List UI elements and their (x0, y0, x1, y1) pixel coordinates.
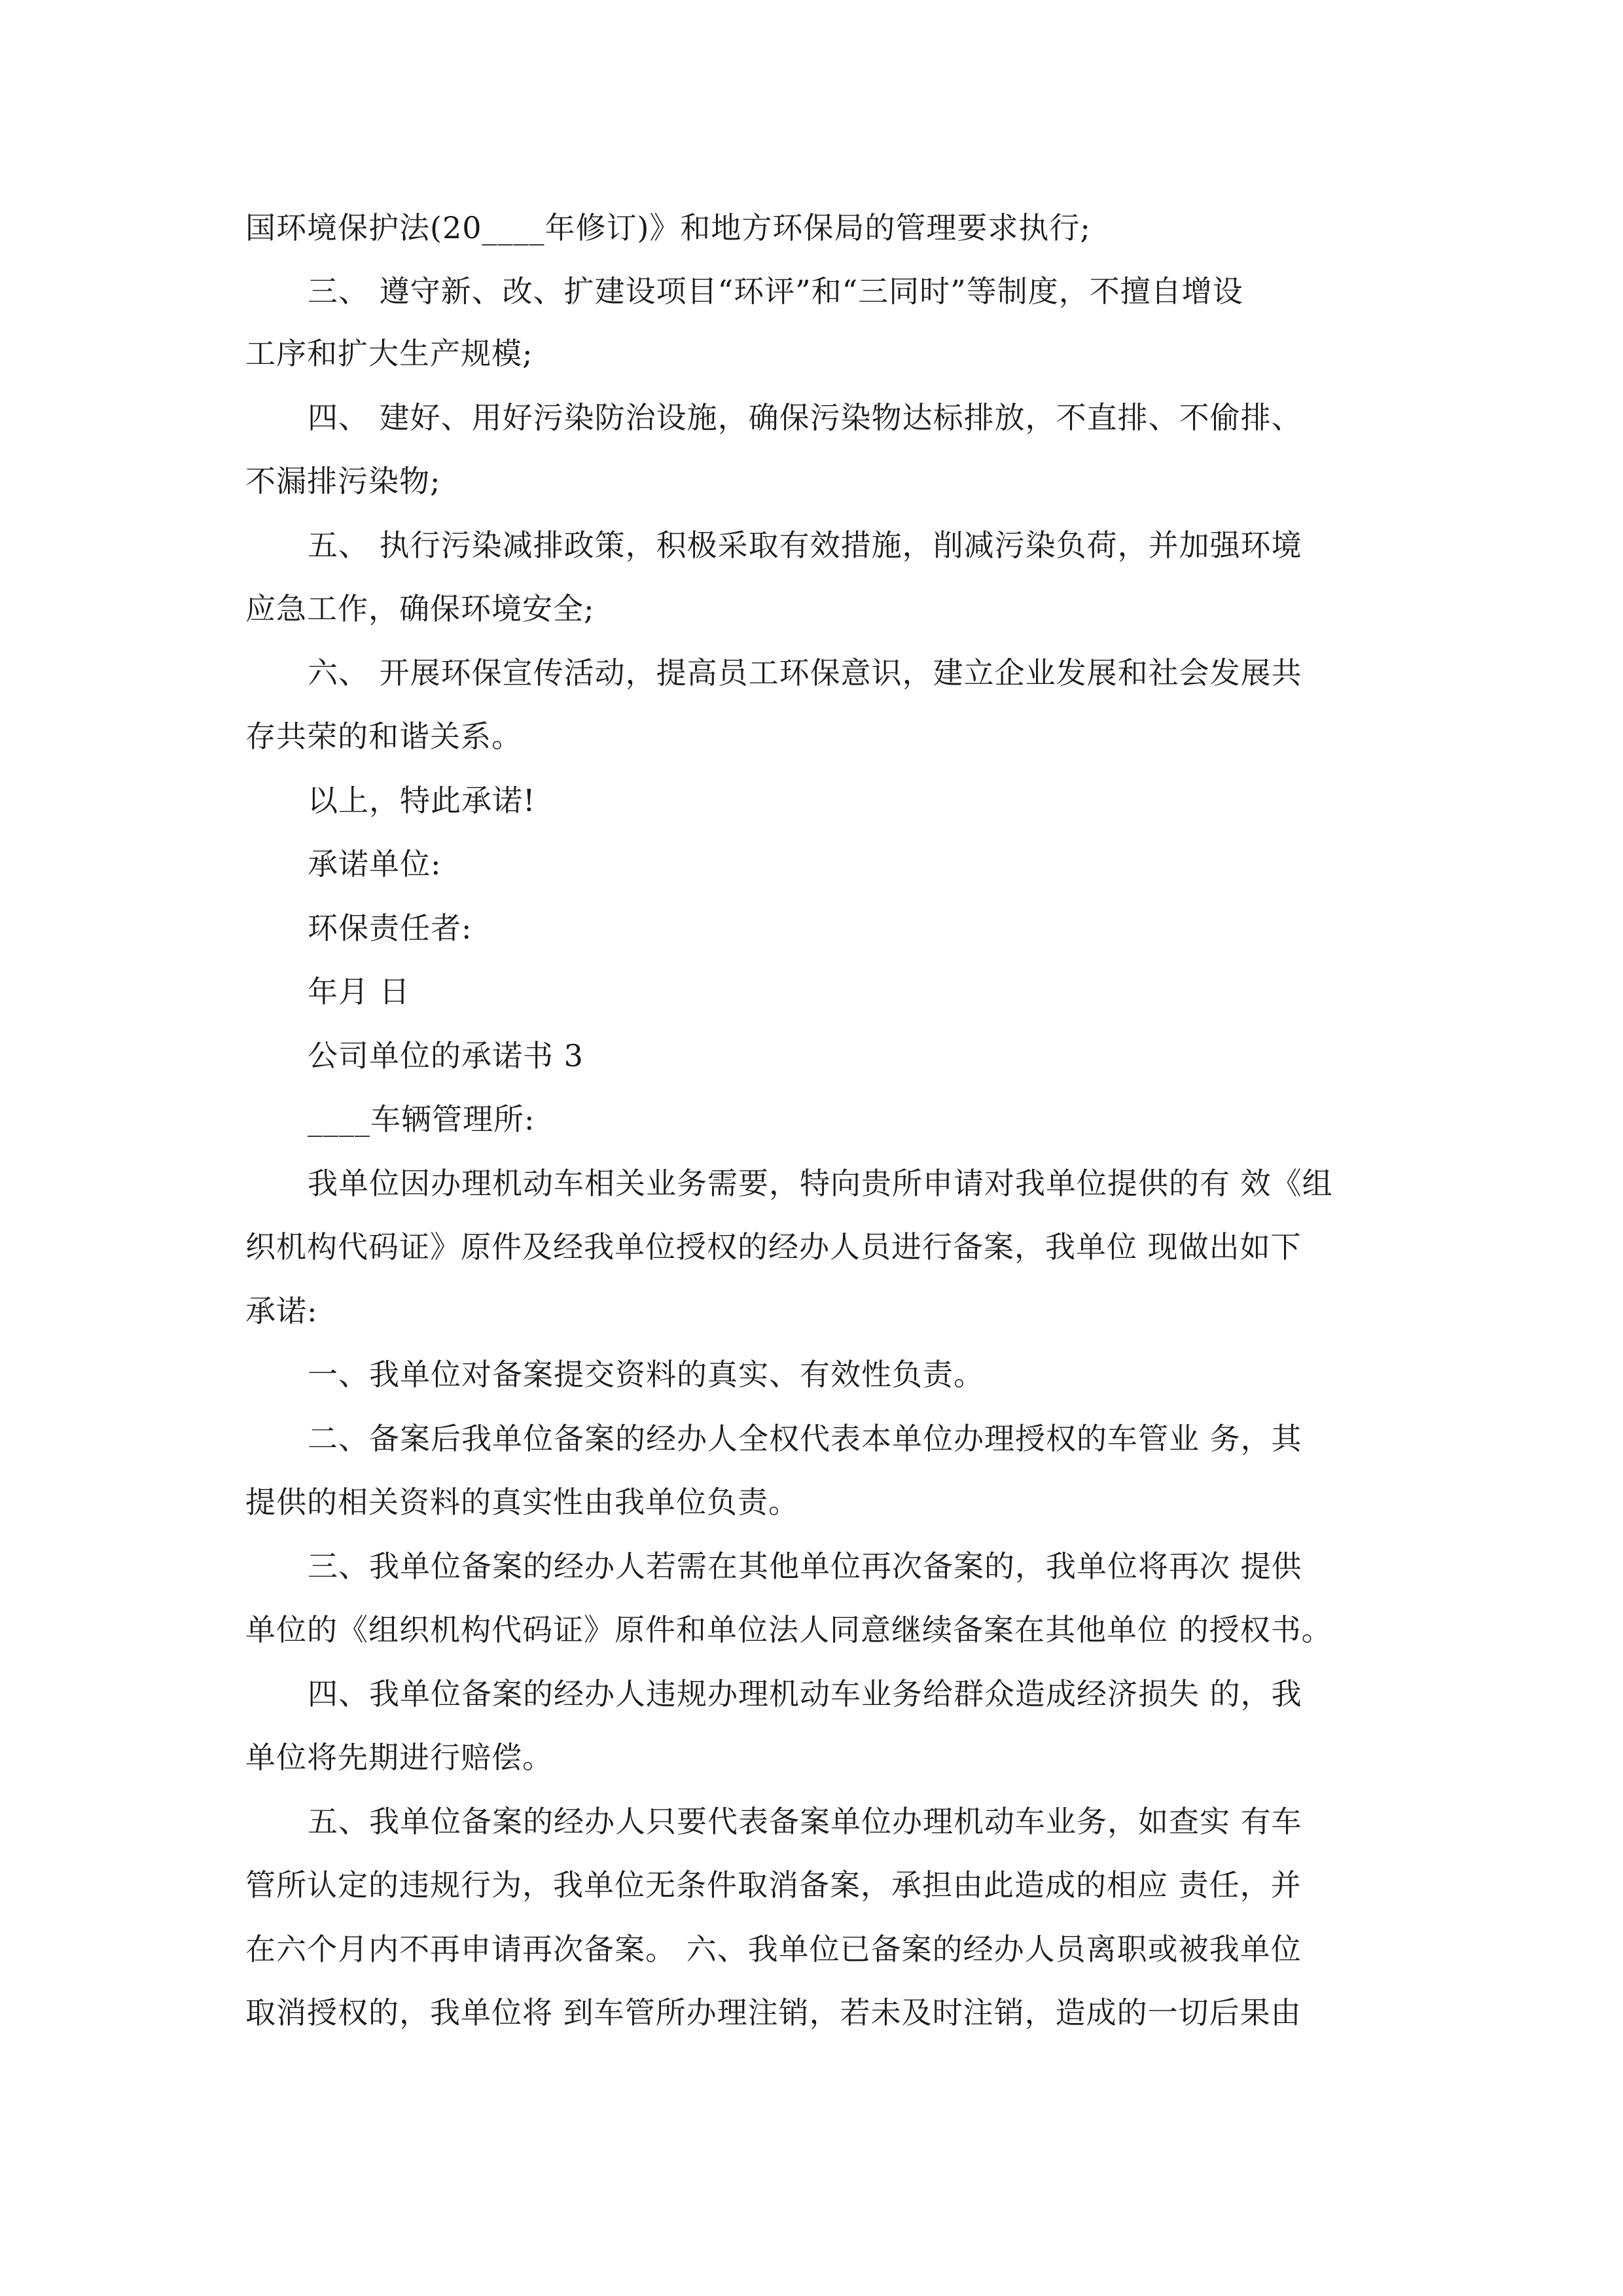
paragraph-line: 提供的相关资料的真实性由我单位负责。 (245, 1484, 799, 1520)
paragraph-line: 六、 开展环保宣传活动，提高员工环保意识，建立企业发展和社会发展共 (308, 655, 1302, 691)
paragraph-line: 工序和扩大生产规模; (245, 336, 533, 371)
paragraph-line: 我单位因办理机动车相关业务需要，特向贵所申请对我单位提供的有 效《组 (308, 1166, 1333, 1201)
paragraph-line: 存共荣的和谐关系。 (245, 719, 522, 754)
paragraph-line: 不漏排污染物; (245, 463, 441, 499)
paragraph-line: 单位将先期进行赔偿。 (245, 1740, 553, 1775)
paragraph-line: 三、 遵守新、改、扩建设项目“环评”和“三同时”等制度，不擅自增设 (308, 274, 1243, 309)
paragraph-line: 织机构代码证》原件及经我单位授权的经办人员进行备案，我单位 现做出如下 (245, 1229, 1302, 1265)
paragraph-line: 四、我单位备案的经办人违规办理机动车业务给群众造成经济损失 的，我 (308, 1676, 1302, 1712)
paragraph-line: 取消授权的，我单位将 到车管所办理注销，若未及时注销，造成的一切后果由 (245, 1995, 1302, 2030)
signature-unit: 承诺单位: (308, 846, 442, 882)
paragraph-line: 国环境保护法(20____年修订)》和地方环保局的管理要求执行; (245, 210, 1091, 245)
signature-date: 年月 日 (308, 974, 410, 1009)
section-title: 公司单位的承诺书 3 (308, 1038, 584, 1073)
signature-responsible: 环保责任者: (308, 910, 473, 946)
closing-line: 以上，特此承诺! (308, 783, 536, 818)
paragraph-line: 一、我单位对备案提交资料的真实、有效性负责。 (308, 1357, 984, 1392)
paragraph-line: 三、我单位备案的经办人若需在其他单位再次备案的，我单位将再次 提供 (308, 1549, 1302, 1584)
paragraph-line: 二、备案后我单位备案的经办人全权代表本单位办理授权的车管业 务，其 (308, 1421, 1302, 1456)
salutation: ____车辆管理所: (308, 1102, 535, 1137)
paragraph-line: 在六个月内不再申请再次备案。 六、我单位已备案的经办人员离职或被我单位 (245, 1931, 1302, 1967)
paragraph-line: 四、 建好、用好污染防治设施，确保污染物达标排放，不直排、不偷排、 (308, 400, 1302, 435)
paragraph-line: 承诺: (245, 1293, 318, 1329)
paragraph-line: 管所认定的违规行为，我单位无条件取消备案，承担由此造成的相应 责任，并 (245, 1867, 1302, 1903)
paragraph-line: 应急工作，确保环境安全; (245, 591, 595, 626)
paragraph-line: 五、 执行污染减排政策，积极采取有效措施，削减污染负荷，并加强环境 (308, 528, 1302, 563)
paragraph-line: 五、我单位备案的经办人只要代表备案单位办理机动车业务，如查实 有车 (308, 1804, 1302, 1839)
paragraph-line: 单位的《组织机构代码证》原件和单位法人同意继续备案在其他单位 的授权书。 (245, 1612, 1332, 1647)
